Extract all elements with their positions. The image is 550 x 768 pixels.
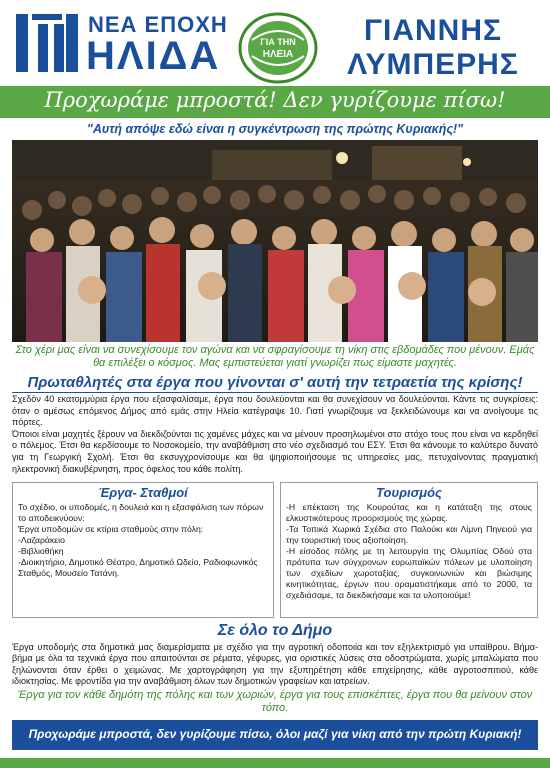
projects-box	[12, 482, 274, 618]
candidate-last-name: ΛΥΜΠΕΡΗΣ	[347, 48, 519, 81]
footer-slogan: Προχωράμε μπροστά, δεν γυρίζουμε πίσω, όλοι μαζί για νίκη από την πρώτη Κυριακή!	[28, 727, 522, 741]
municipal-closing: Έργα για τον κάθε δημότη της πόλης και των χωριών, έργα για τους επισκέπτες, έργα που θα μείνουν στον τόπο.	[17, 689, 533, 714]
svg-text:ΗΛΕΙΑ: ΗΛΕΙΑ	[262, 49, 294, 60]
candidate-first-name: ΓΙΑΝΝΗΣ	[363, 14, 503, 47]
projects-item: -Βιβλιοθήκη	[18, 546, 64, 556]
municipal-text: Έργα υποδομής στα δημοτικά μας διαμερίσματα με σχέδιο για την αγροτική οδοποιία και τον εξηλεκτρισμό για υπαίθρου. Βήμα- βήμα με όλα τα τεχνικά έργα που απαιτούνται σε ρέματα, γέφυρες, για οριστικές λύσεις στα οδοστρώματα, χωρίς μπαλώματα που ξηλώνονται όταν έρθει ο χειμώνας. Με χαρτογράφηση για την εξυπηρέτηση κάθε επιχείρησης, κάθε αγροτοσπιτιού, κάθε ιδιοκτησίας. Με φροντίδα για την αναβάθμιση όλων των δημοτικών γραφείων και ιατρείων.	[12, 642, 538, 687]
body-text	[12, 394, 538, 475]
intro-text: Στο χέρι μας είναι να συνεχίσουμε τον αγώνα και να σφραγίσουμε τη νίκη στις εβδομάδες που μένουν. Εμάς θα επιλέξει ο κόσμος. Μας εμπιστεύεται γιατί γνωρίζει πως είμαστε μαχητές.	[15, 344, 535, 369]
tourism-box	[280, 482, 538, 618]
body-paragraph-2: Όποιοι είναι μαχητές ξέρουν να διεκδιζούνται τις χαμένες μάχες και να μένουν προσηλωμένοι στο στόχο τους που είναι να κερδηθεί ο πόλεμος. Έτσι θα κερδίσουμε το Νοσοκομείο, την αναβάθμιση στο νέο σχεδιασμό του ΕΣΥ. Έτσι θα κάνουμε το καλύτερο δυνατό για τη Γεωργική Σχολή. Έτσι θα εκσυγχρονίσουμε και θα ψηφιοποιήσουμε τις υπηρεσίες μας, πετυχαίνοντας πραγματική ηλεκτρονική διακυβέρνηση, προς όφελος του κάθε πολίτη.	[12, 428, 538, 474]
projects-intro: Το σχέδιο, οι υποδομές, η δουλειά και η εξασφάλιση των πόρων το αποδεικνύουν:	[18, 502, 264, 523]
tourism-title: Τουρισμός	[376, 485, 442, 500]
headline-underline	[12, 392, 538, 393]
tourism-body	[281, 500, 537, 603]
party-name-top: ΝΕΑ ΕΠΟΧΗ	[88, 12, 228, 37]
header	[0, 0, 550, 84]
projects-subtitle: Έργα υποδομών σε κτίρια σταθμούς στην πόλη:	[18, 524, 204, 534]
tourism-item: -Τα Τοπικά Χωρικά Σχέδια στο Παλούκι και Λίμνη Πηνειού για την τουριστική τους αξιοποίηση.	[286, 524, 532, 545]
projects-title: Έργα- Σταθμοί	[98, 485, 188, 500]
headline: Πρωταθλητές στα έργα που γίνονται σ' αυτή την τετραετία της κρίσης!	[27, 374, 523, 391]
municipal-title: Σε όλο το Δήμο	[217, 622, 333, 639]
svg-text:ΓΙΑ ΤΗΝ: ΓΙΑ ΤΗΝ	[260, 37, 296, 47]
party-name-main: ΗΛΙΔΑ	[86, 34, 221, 78]
projects-item: -Διοικητήριο, Δημοτικό Θέατρο, Δημοτικό Ωδείο, Ραδιοφωνικός Σταθμός, Μουσείο Τατάνη.	[18, 557, 258, 578]
slogan: Προχωράμε μπροστά! Δεν γυρίζουμε πίσω!	[44, 88, 506, 112]
tourism-item: -Η επέκταση της Κουρούτας και η κατάταξη της στους ελκυστικότερους προορισμούς της χώρας.	[286, 502, 532, 523]
campaign-emblem-icon	[236, 10, 320, 86]
quote: "Αυτή απόψε εδώ είναι η συγκέντρωση της πρώτης Κυριακής!"	[86, 122, 464, 136]
bottom-stripe	[0, 758, 550, 768]
tourism-item: -Η είσοδος πόλης με τη λειτουργία της Ολυμπίας Οδού στα πρότυπα των σύγχρονων ευρωπαϊκών πόλεων με υλοποίηση των σχεδίων χωροταξίας, συγκοινωνιών και βιώσιμης κινητικότητας, έργων που οραματιστήκαμε από το 2000, τα σχεδιάσαμε, τα διεκδικήσαμε και τα υλοποιούμε!	[286, 546, 532, 600]
party-logo-icon	[14, 10, 80, 76]
body-paragraph-1: Σχεδόν 40 εκατομμύρια έργα που εξασφαλίσαμε, έργα που δουλεύονται και θα συνεχίσουν να δουλεύονται. Κάντε τις συγκρίσεις: όταν ο αμέσως επόμενος Δήμος από εμάς στην Ηλεία κατέγραψε 10. Γιατί γνωρίζουμε να ξεκλειδώνουμε και να ανοίγουμε τις πόρτες.	[12, 394, 538, 428]
projects-item: -Λαζαράκειο	[18, 535, 65, 545]
projects-body	[13, 500, 273, 581]
crowd-photo	[12, 140, 538, 342]
